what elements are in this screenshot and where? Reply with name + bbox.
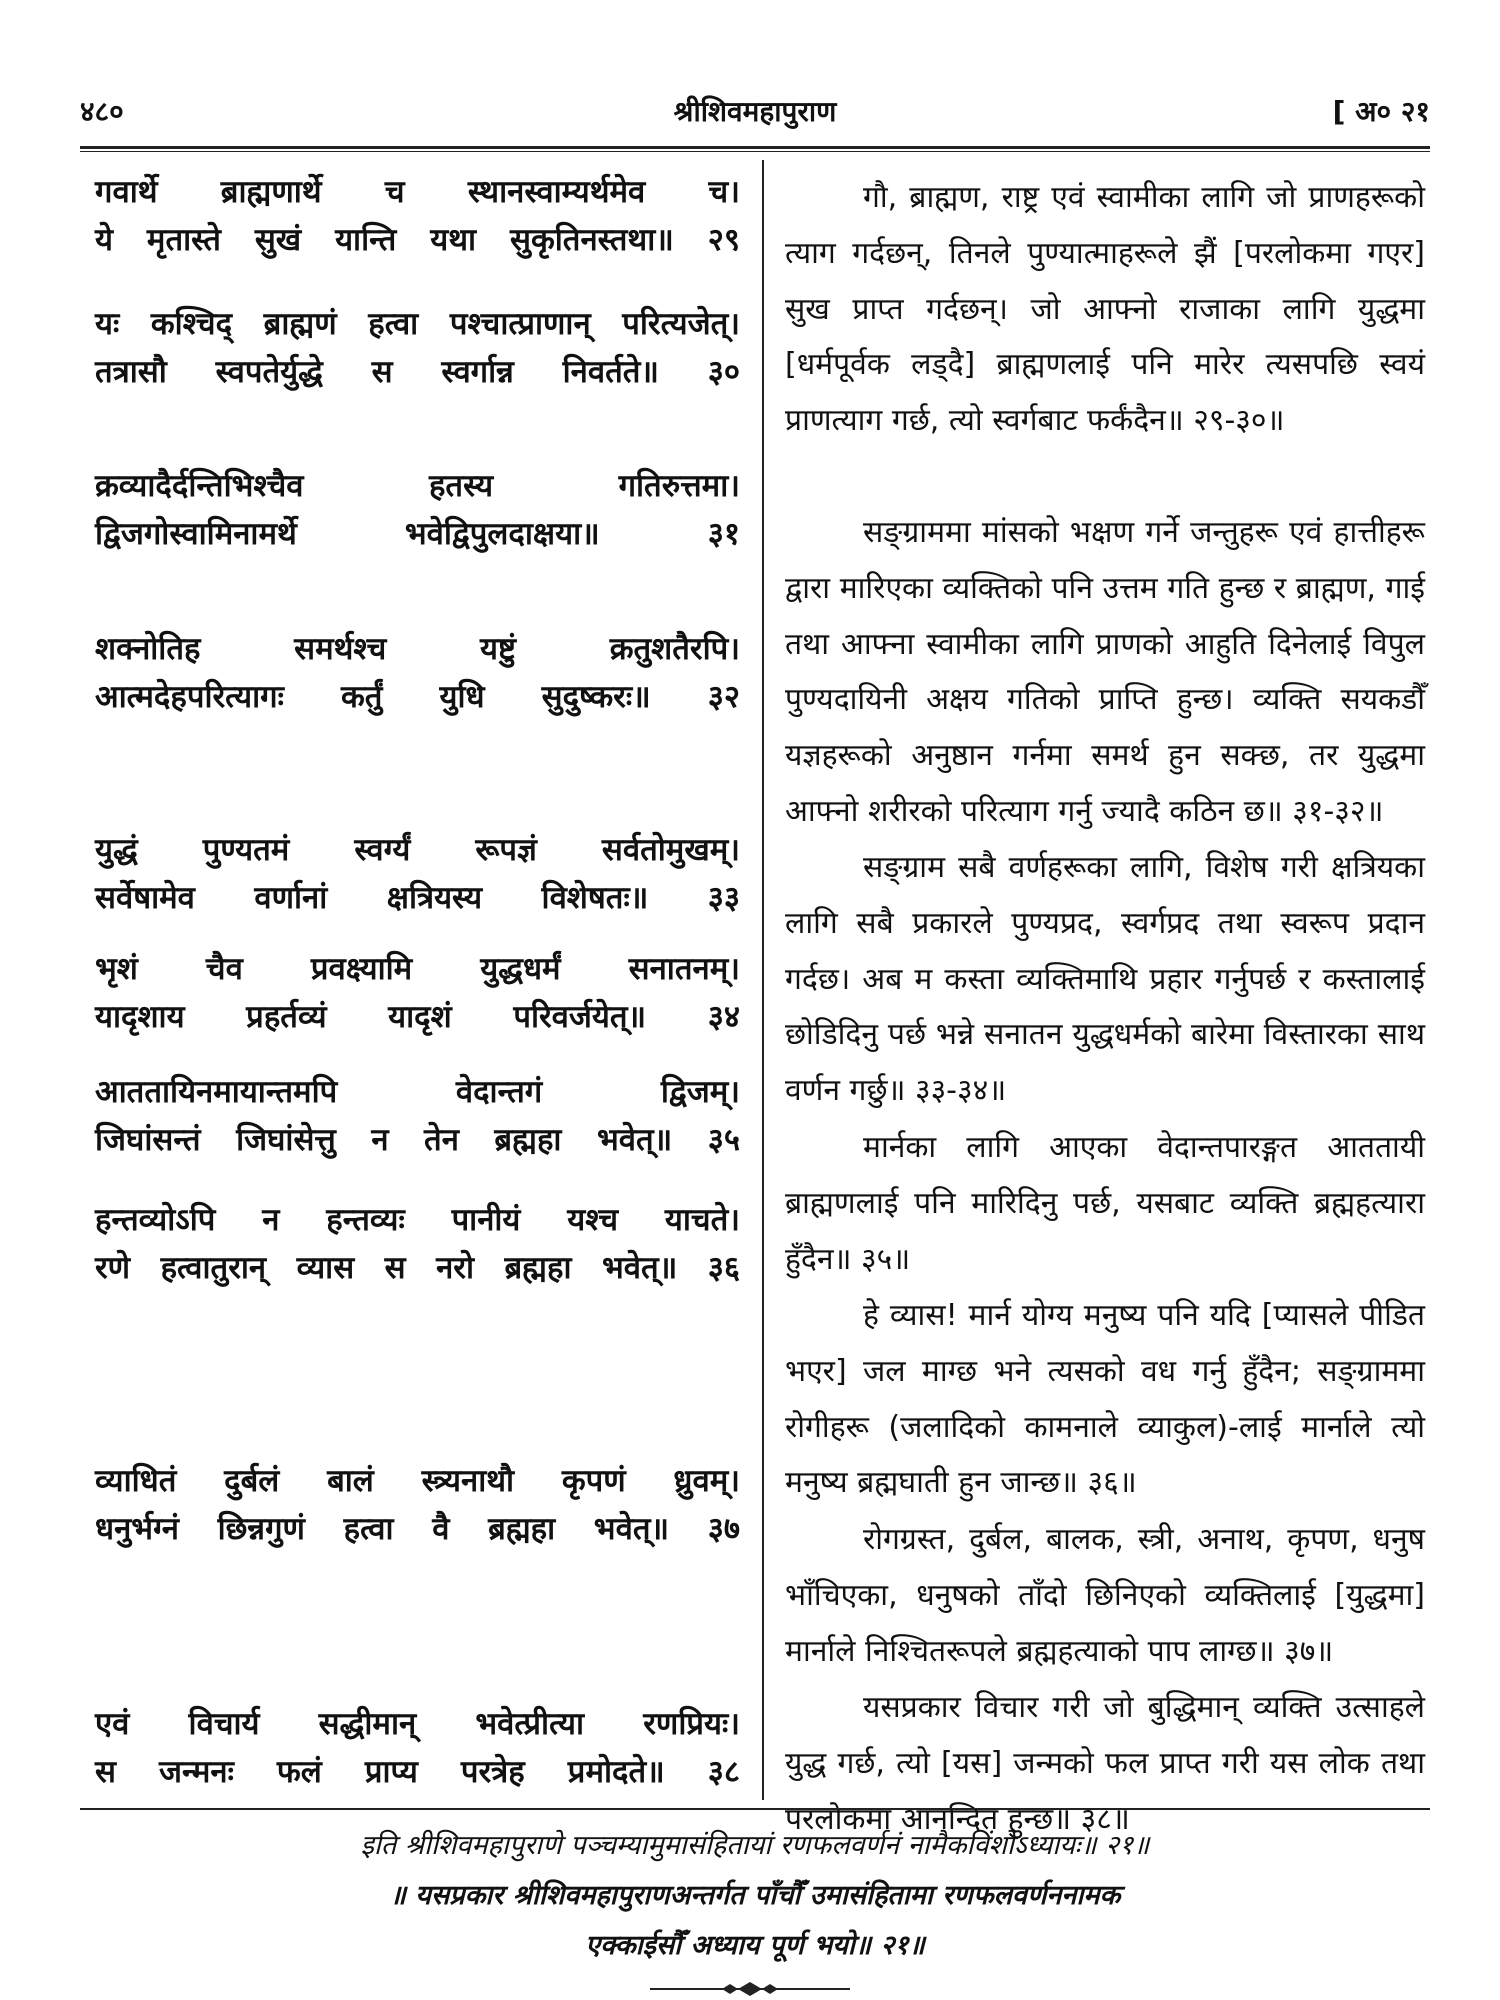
translation-paragraph: सङ्ग्राम सबै वर्णहरूका लागि, विशेष गरी क्षत्रियका लागि सबै प्रकारले पुण्यप्रद, स्वर्गप्रद तथा स्वरूप प्रदान गर्दछ। अब म कस्ता व्यक्तिमाथि प्रहार गर्नुपर्छ र कस्तालाई छोडिदिनु पर्छ भन्ने सनातन युद्धधर्मको बारेमा विस्तारका साथ वर्णन गर्छु॥ ३३-३४॥ bbox=[785, 850, 1425, 1109]
translation-paragraph: यसप्रकार विचार गरी जो बुद्धिमान् व्यक्ति उत्साहले युद्ध गर्छ, त्यो [यस] जन्मको फल प्राप्त गरी यस लोक तथा परलोकमा आनन्दित हुन्छ॥ ३८॥ bbox=[785, 1690, 1425, 1837]
book-title: श्रीशिवमहापुराण bbox=[673, 95, 837, 128]
verse-line: शक्नोतिह समर्थश्च यष्टुं क्रतुशतैरपि। bbox=[95, 631, 740, 667]
translation-paragraph: गौ, ब्राह्मण, राष्ट्र एवं स्वामीका लागि जो प्राणहरूको त्याग गर्दछन्, तिनले पुण्यात्माहरूले झैं [परलोकमा गएर] सुख प्राप्त गर्दछन्। जो आफ्नो राजाका लागि युद्धमा [धर्मपूर्वक लड्दै] ब्राह्मणलाई पनि मारेर त्यसपछि स्वयं प्राणत्याग गर्छ, त्यो स्वर्गबाट फर्कंदैन॥ २९-३०॥ bbox=[785, 180, 1425, 439]
verse-line: यः कश्चिद् ब्राह्मणं हत्वा पश्चात्प्राणान् परित्यजेत्। bbox=[95, 306, 740, 342]
translation-paragraph: मार्नका लागि आएका वेदान्तपारङ्गत आततायी ब्राह्मणलाई पनि मारिदिनु पर्छ, यसबाट व्यक्ति ब्रह्महत्यारा हुँदैन॥ ३५॥ bbox=[785, 1130, 1425, 1277]
verse-30 bbox=[95, 300, 740, 396]
translation-37 bbox=[785, 1512, 1425, 1679]
verse-line: द्विजगोस्वामिनामर्थे भवेद्विपुलदाक्षया॥ ३१ bbox=[95, 516, 740, 552]
page-header bbox=[80, 92, 1430, 140]
header-rule bbox=[80, 146, 1430, 149]
verse-line: सर्वेषामेव वर्णानां क्षत्रियस्य विशेषतः॥ ३३ bbox=[95, 880, 740, 916]
verse-line: युद्धं पुण्यतमं स्वर्ग्यं रूपज्ञं सर्वतोमुखम्। bbox=[95, 832, 740, 868]
verse-line: धनुर्भग्नं छिन्नगुणं हत्वा वै ब्रह्महा भवेत्॥ ३७ bbox=[95, 1511, 740, 1547]
translation-31-32 bbox=[785, 505, 1425, 840]
translation-paragraph: हे व्यास! मार्न योग्य मनुष्य पनि यदि [प्यासले पीडित भएर] जल माग्छ भने त्यसको वध गर्नु हुँदैन; सङ्ग्राममा रोगीहरू (जलादिको कामनाले व्याकुल)-लाई मार्नाले त्यो मनुष्य ब्रह्मघाती हुन जान्छ॥ ३६॥ bbox=[785, 1298, 1425, 1501]
verse-line: व्याधितं दुर्बलं बालं स्त्र्यनाथौ कृपणं ध्रुवम्। bbox=[95, 1463, 740, 1499]
translation-36 bbox=[785, 1288, 1425, 1511]
translation-paragraph: सङ्ग्राममा मांसको भक्षण गर्ने जन्तुहरू एवं हात्तीहरू द्वारा मारिएका व्यक्तिको पनि उत्तम गति हुन्छ र ब्राह्मण, गाई तथा आफ्ना स्वामीका लागि प्राणको आहुति दिनेलाई विपुल पुण्यदायिनी अक्षय गतिको प्राप्ति हुन्छ। व्यक्ति सयकडौँ यज्ञहरूको अनुष्ठान गर्नमा समर्थ हुन सक्छ, तर युद्धमा आफ्नो शरीरको परित्याग गर्नु ज्यादै कठिन छ॥ ३१-३२॥ bbox=[785, 515, 1425, 829]
verse-34 bbox=[95, 945, 740, 1041]
verse-line: रणे हत्वातुरान् व्यास स नरो ब्रह्महा भवेत्॥ ३६ bbox=[95, 1250, 740, 1286]
verse-37 bbox=[95, 1457, 740, 1553]
column-divider bbox=[762, 160, 764, 1800]
ornament-divider-icon bbox=[650, 1982, 850, 1996]
verse-line: भृशं चैव प्रवक्ष्यामि युद्धधर्मं सनातनम्। bbox=[95, 951, 740, 987]
chapter-marker: [ अ० २१ bbox=[1332, 95, 1430, 128]
verse-33 bbox=[95, 826, 740, 922]
verse-line: स जन्मनः फलं प्राप्य परत्रेह प्रमोदते॥ ३८ bbox=[95, 1754, 740, 1790]
verse-line: जिघांसन्तं जिघांसेत्तु न तेन ब्रह्महा भवेत्॥ ३५ bbox=[95, 1122, 740, 1158]
verse-36 bbox=[95, 1196, 740, 1292]
translation-33-34 bbox=[785, 840, 1425, 1119]
verse-line: गवार्थे ब्राह्मणार्थे च स्थानस्वाम्यर्थमेव च। bbox=[95, 174, 740, 210]
colophon-sanskrit: इति श्रीशिवमहापुराणे पञ्चम्यामुमासंहितायां रणफलवर्णनं नामैकविंशोऽध्यायः॥ २१॥ bbox=[360, 1830, 1150, 1861]
verse-line: एवं विचार्य सद्धीमान् भवेत्प्रीत्या रणप्रियः। bbox=[95, 1706, 740, 1742]
verse-line: क्रव्यादैर्दन्तिभिश्चैव हतस्य गतिरुत्तमा। bbox=[95, 468, 740, 504]
colophon-nepali-line1: ॥ यसप्रकार श्रीशिवमहापुराणअन्तर्गत पाँचौँ उमासंहितामा रणफलवर्णननामक bbox=[389, 1880, 1121, 1911]
translation-paragraph: रोगग्रस्त, दुर्बल, बालक, स्त्री, अनाथ, कृपण, धनुष भाँचिएका, धनुषको ताँदो छिनिएको व्यक्तिलाई [युद्धमा] मार्नाले निश्चितरूपले ब्रह्महत्याको पाप लाग्छ॥ ३७॥ bbox=[785, 1522, 1425, 1669]
translation-38 bbox=[785, 1680, 1425, 1847]
verse-line: आततायिनमायान्तमपि वेदान्तगं द्विजम्। bbox=[95, 1074, 740, 1110]
verse-line: तत्रासौ स्वपतेर्युद्धे स स्वर्गान्न निवर्तते॥ ३० bbox=[95, 354, 740, 390]
verse-line: हन्तव्योऽपि न हन्तव्यः पानीयं यश्च याचते। bbox=[95, 1202, 740, 1238]
footer-rule bbox=[80, 1808, 1430, 1810]
colophon-nepali-line2: एक्काईसौँ अध्याय पूर्ण भयो॥ २१॥ bbox=[585, 1930, 925, 1961]
translation-29-30 bbox=[785, 170, 1425, 449]
page-number: ४८० bbox=[80, 95, 124, 128]
verse-line: ये मृतास्ते सुखं यान्ति यथा सुकृतिनस्तथा॥ २९ bbox=[95, 222, 740, 258]
verse-35 bbox=[95, 1068, 740, 1164]
translation-35 bbox=[785, 1120, 1425, 1287]
verse-29 bbox=[95, 168, 740, 264]
verse-line: आत्मदेहपरित्यागः कर्तुं युधि सुदुष्करः॥ ३२ bbox=[95, 679, 740, 715]
verse-38 bbox=[95, 1700, 740, 1796]
verse-32 bbox=[95, 625, 740, 721]
verse-31 bbox=[95, 462, 740, 558]
verse-line: यादृशाय प्रहर्तव्यं यादृशं परिवर्जयेत्॥ ३४ bbox=[95, 999, 740, 1035]
header-rule-thin bbox=[80, 151, 1430, 152]
